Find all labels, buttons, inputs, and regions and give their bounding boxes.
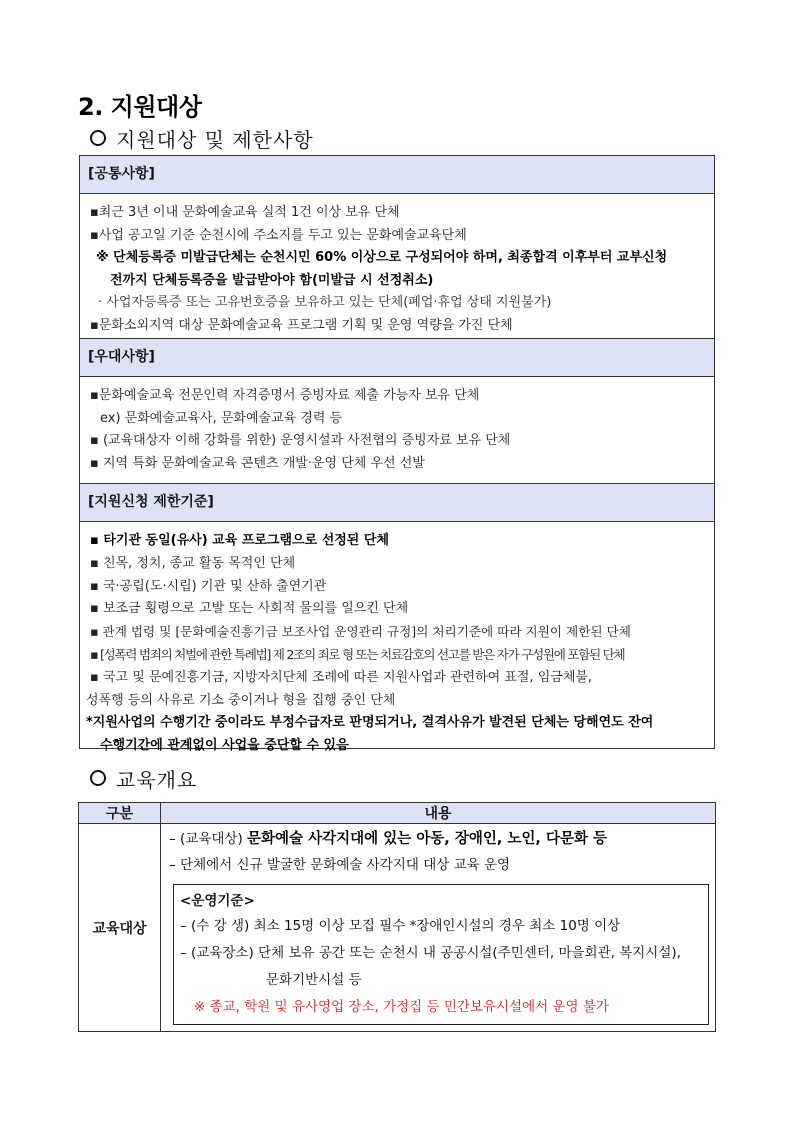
preference-line: ▪문화예술교육 전문인력 자격증명서 증빙자료 제출 가능자 보유 단체 — [90, 388, 480, 403]
preference-line: ▪ (교육대상자 이해 강화를 위한) 운영시설과 사전협의 증빙자료 보유 단체 — [90, 433, 511, 448]
content-line — [169, 826, 709, 852]
criteria-line: – (수 강 생) 최소 15명 이상 모집 필수 *장애인시설의 경우 최소 10명 이상 — [180, 918, 621, 934]
restriction-line: ▪ 국고 및 문예진흥기금, 지방자치단체 조례에 따른 지원사업과 관련하여 표절, 임금체불, — [90, 669, 593, 685]
preference-box — [79, 338, 715, 484]
criteria-line: 문화기반시설 등 — [266, 972, 362, 988]
content-line-prefix: – (교육대상) — [169, 831, 248, 847]
criteria-line: – (교육장소) 단체 보유 공간 또는 순천시 내 공공시설(주민센터, 마을회관, 복지시설), — [180, 945, 681, 961]
subsection-title-support — [90, 128, 314, 152]
section-title: 2. 지원대상 — [78, 93, 202, 121]
restriction-line: ▪ 친목, 정치, 종교 활동 목적인 단체 — [90, 555, 296, 571]
restriction-line: ▪ 관계 법령 및 [문화예술진흥기금 보조사업 운영관리 규정]의 처리기준에 따라 지원이 제한된 단체 — [90, 624, 631, 640]
content-line-emphasis: 문화예술 사각지대에 있는 아동, 장애인, 노인, 다문화 등 — [247, 831, 608, 847]
category-cell: 교육대상 — [79, 824, 161, 1032]
common-requirements-box — [79, 155, 715, 339]
column-header: 내용 — [161, 803, 716, 824]
subsection-title-text: 지원대상 및 제한사항 — [116, 128, 314, 152]
restriction-line: 성폭행 등의 사유로 기소 중이거나 형을 집행 중인 단체 — [86, 692, 396, 708]
common-note: ※ 단체등록증 미발급단체는 순천시민 60% 이상으로 구성되어야 하며, 최종합격 이후부터 교부신청 — [96, 250, 668, 265]
preference-header: [우대사항] — [80, 339, 714, 377]
restriction-line: ▪ 타기관 동일(유사) 교육 프로그램으로 선정된 단체 — [90, 533, 390, 548]
preference-line: ex) 문화예술교육사, 문화예술교육 경력 등 — [100, 410, 343, 426]
warning-note: ※ 종교, 학원 및 유사영업 장소, 가정집 등 민간보유시설에서 운영 불가 — [194, 999, 609, 1015]
education-overview-table — [78, 802, 716, 1032]
restriction-note-continuation: 수행기간에 관계없이 사업을 중단할 수 있음 — [100, 738, 349, 754]
common-line: ▪문화소외지역 대상 문화예술교육 프로그램 기획 및 운영 역량을 가진 단체 — [90, 317, 513, 333]
table-header-row — [79, 803, 716, 824]
operation-criteria-box — [173, 884, 709, 1025]
restriction-header: [지원신청 제한기준] — [80, 484, 714, 522]
content-cell — [161, 824, 716, 1032]
common-line: ▪최근 3년 이내 문화예술교육 실적 1건 이상 보유 단체 — [90, 205, 400, 220]
preference-line: ▪ 지역 특화 문화예술교육 콘텐츠 개발·운영 단체 우선 선발 — [90, 455, 425, 471]
restriction-note: *지원사업의 수행기간 중이라도 부정수급자로 판명되거나, 결격사유가 발견된 단체는 당해연도 잔여 — [86, 715, 654, 731]
circle-bullet-icon — [90, 770, 106, 786]
common-dot-line: · 사업자등록증 또는 고유번호증을 보유하고 있는 단체(폐업·휴업 상태 지원불가) — [98, 295, 552, 310]
column-header: 구분 — [79, 803, 161, 824]
subsection-title-education — [90, 768, 197, 792]
content-line: – 단체에서 신규 발굴한 문화예술 사각지대 대상 교육 운영 — [169, 857, 511, 873]
table-row — [79, 824, 716, 1032]
common-line: ▪사업 공고일 기준 순천시에 주소지를 두고 있는 문화예술교육단체 — [90, 227, 467, 243]
restriction-box — [79, 483, 715, 754]
operation-criteria-title: <운영기준> — [180, 893, 255, 909]
subsection-title-text: 교육개요 — [116, 768, 198, 792]
restriction-line: ▪ 보조금 횡령으로 고발 또는 사회적 물의를 일으킨 단체 — [90, 601, 409, 617]
restriction-line: ▪ 국·공립(도·시립) 기관 및 산하 출연기관 — [90, 578, 327, 594]
circle-bullet-icon — [90, 130, 106, 146]
common-header: [공통사항] — [80, 156, 714, 194]
common-note-continuation: 전까지 단체등록증을 발급받아야 함(미발급 시 선정취소) — [110, 272, 434, 288]
restriction-line: ▪ [성폭력 범죄의 처벌에 관한 특례법] 제 2조의 죄로 형 또는 치료감호의 선고를 받은 자가 구성원에 포함된 단체 — [90, 646, 625, 662]
